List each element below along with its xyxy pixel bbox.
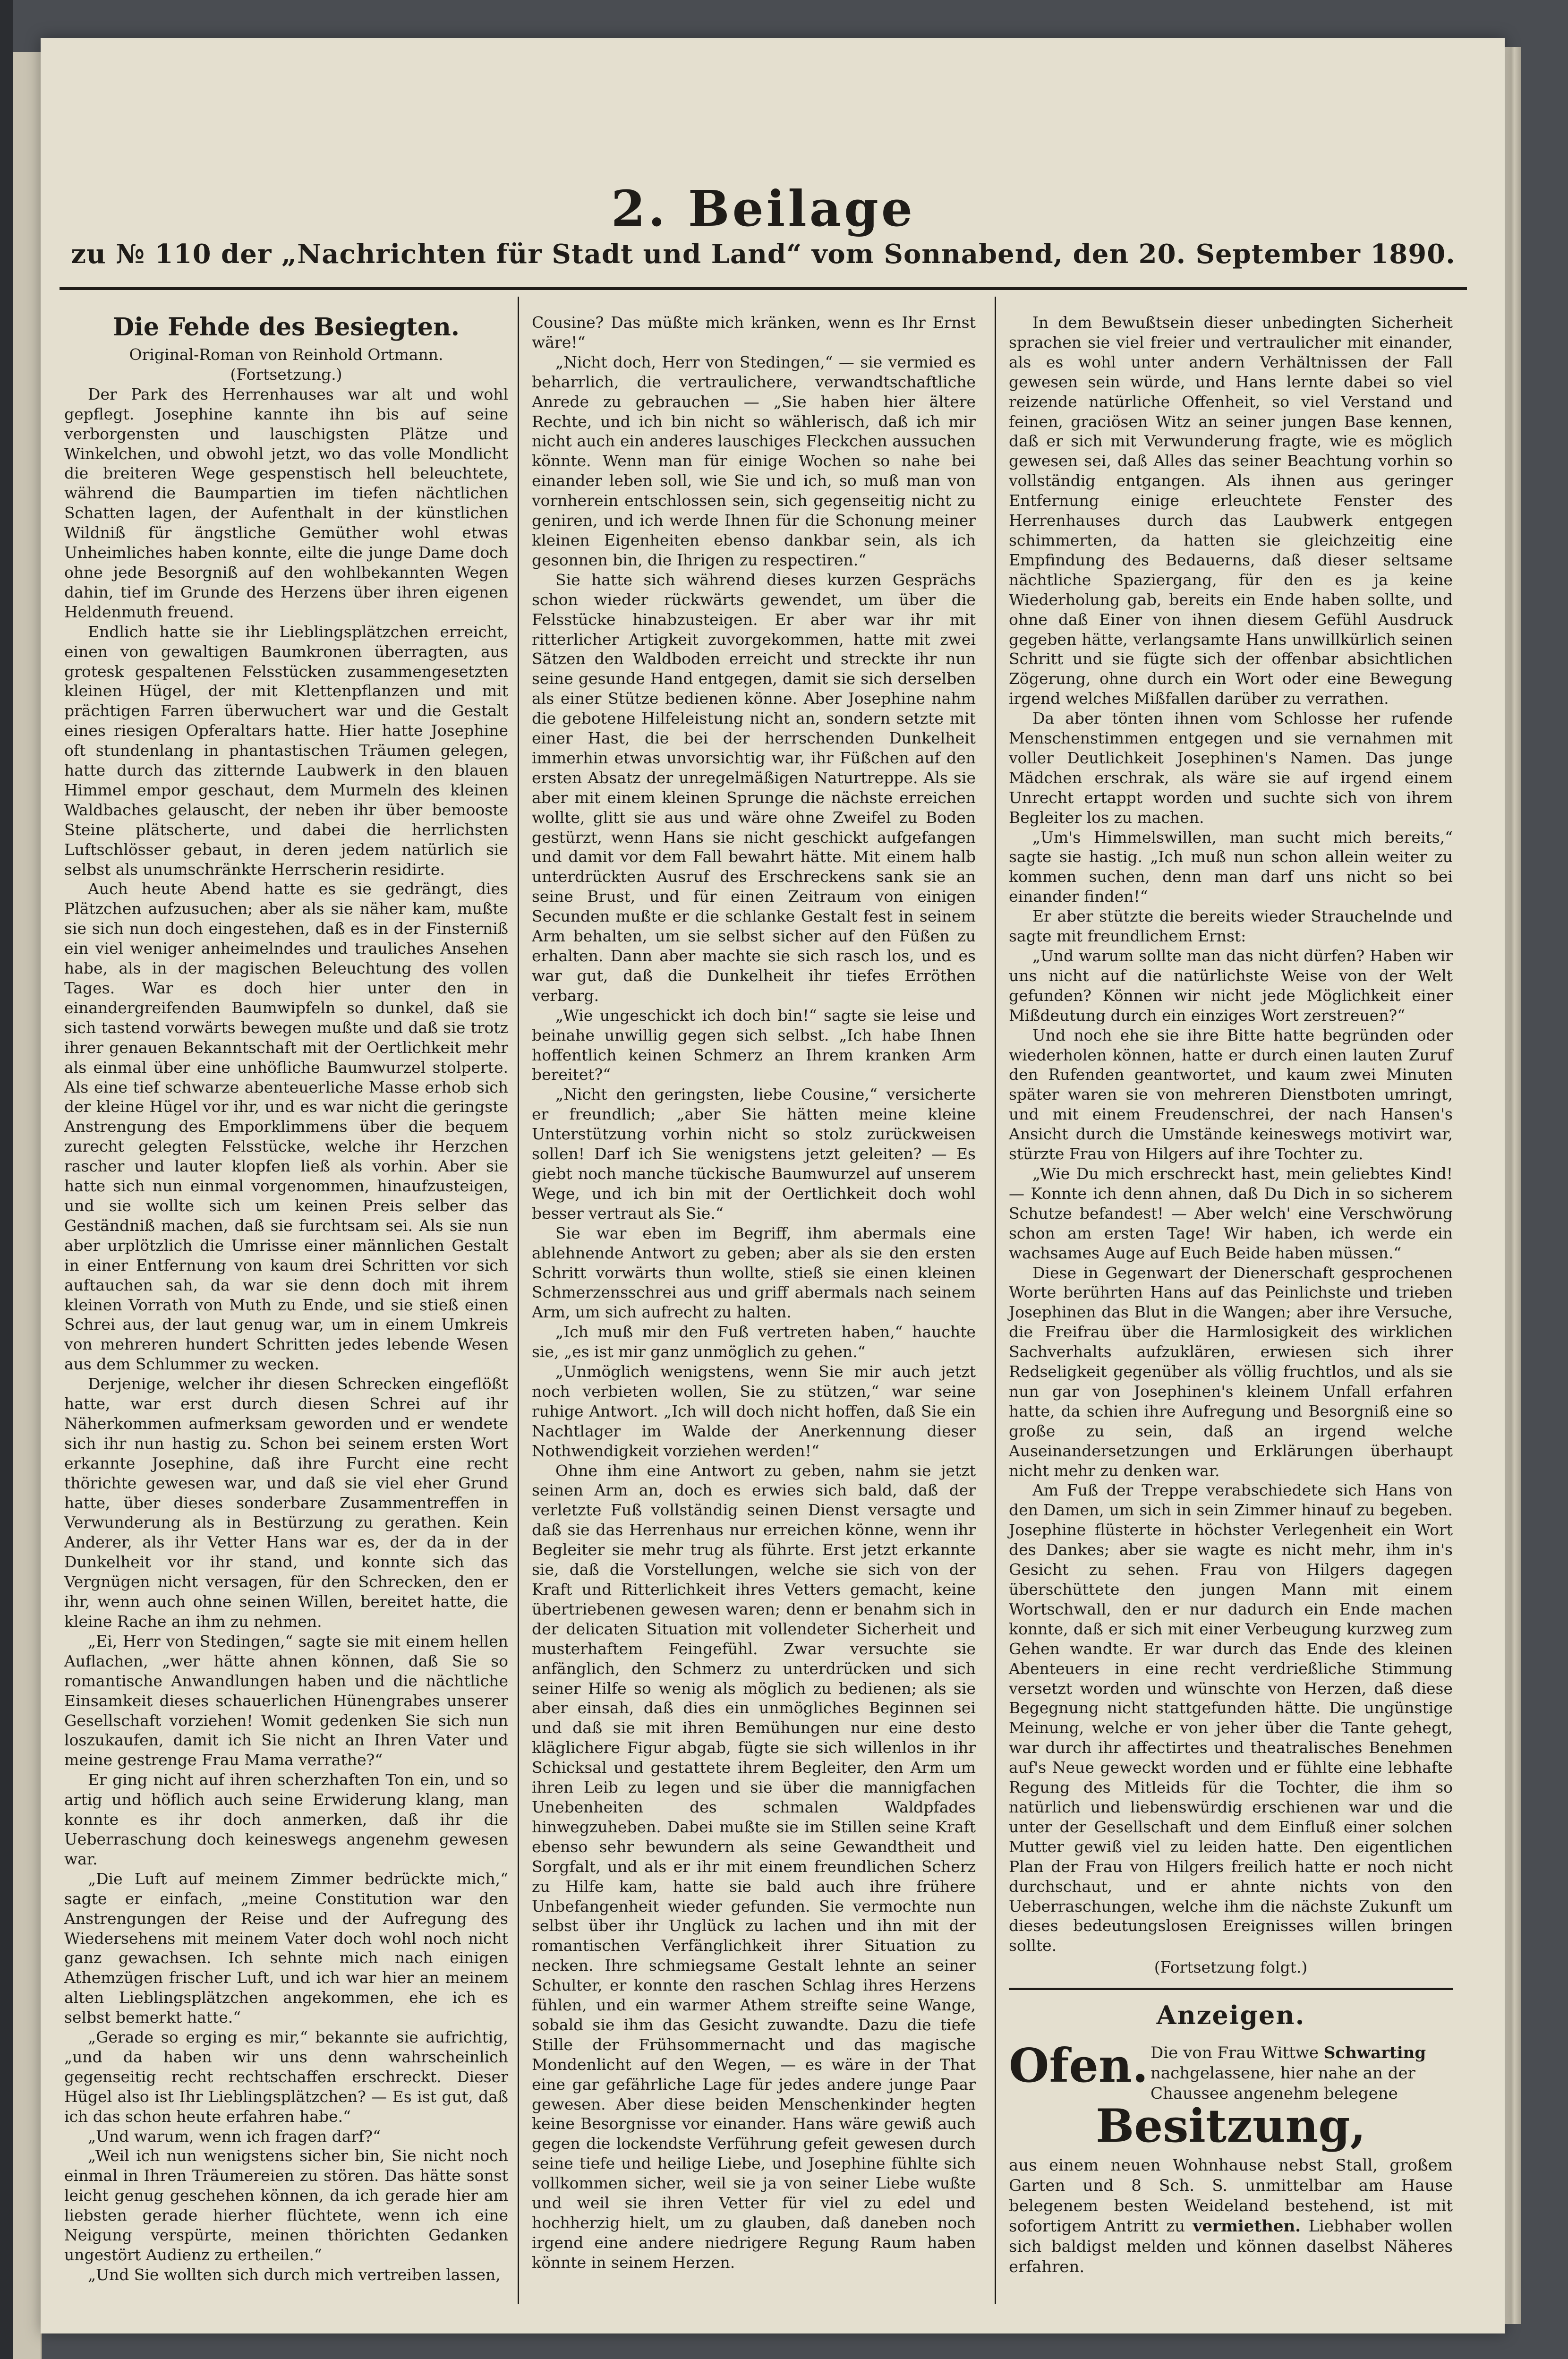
ad-body-2: Liebhaber wollen sich baldigst melden und können daselbst Näheres erfahren. — [1009, 2217, 1453, 2277]
paragraph: Diese in Gegenwart der Dienerschaft gesprochenen Worte berührten Hans auf das Peinlichste und trieben Josephinen das Blut in die Wangen; aber ihre Versuche, die Freifrau über die Harmlosigkeit des wirklichen Sachverhalts aufzuklären, erwiesen sich ihrer Redseligkeit gegenüber als völlig fruchtlos, und als sie nun gar von Josephinen's kleinem Unfall erfahren hatte, da schien ihre Aufregung und Besorgniß eine so große zu sein, daß an irgend welche Auseinandersetzungen und Erklärungen überhaupt nicht mehr zu denken war. — [1009, 1263, 1453, 1480]
paragraph: Er ging nicht auf ihren scherzhaften Ton ein, und so artig und höflich auch seine Erwiderung klang, man konnte es ihr doch anmerken, daß ihr die Ueberraschung doch keineswegs angenehm gewesen war. — [64, 1770, 508, 1868]
paragraph: Endlich hatte sie ihr Lieblingsplätzchen erreicht, einen von gewaltigen Baumkronen überragten, aus grotesk gespaltenen Felsstücken zusammengesetzten kleinen Hügel, der mit Klettenpflanzen und mit prächtigen Farren überwuchert war und die Gestalt eines riesigen Opferaltars hatte. Hier hatte Josephine oft stundenlang in phantastischen Träumen gelegen, hatte durch das zitternde Laubwerk in den blauen Himmel empor geschaut, dem Murmeln des kleinen Waldbaches gelauscht, der neben ihr über bemooste Steine plätscherte, und dabei die herrlichsten Luftschlösser gebaut, in deren jedem natürlich sie selbst als unumschränkte Herrscherin residirte. — [64, 622, 508, 879]
paragraph: „Und warum sollte man das nicht dürfen? Haben wir uns nicht auf die natürlichste Weise von der Welt gefunden? Können wir nicht jede Möglichkeit einer Mißdeutung durch ein einziges Wort zerstreuen?“ — [1009, 947, 1453, 1025]
paragraph: „Die Luft auf meinem Zimmer bedrückte mich,“ sagte er einfach, „meine Constitution war den Anstrengungen der Reise und der Aufregung des Wiedersehens mit meinem Vater doch wohl noch nicht ganz gewachsen. Ich sehnte mich nach einigen Athemzügen frischer Luft, und ich war hier an meinem alten Lieblingsplätzchen angekommen, ehe ich es selbst bemerkt hatte.“ — [64, 1869, 508, 2027]
article-title: Die Fehde des Besiegten. — [113, 313, 460, 342]
article-column-3 — [1009, 313, 1453, 2277]
masthead-rule — [60, 287, 1467, 290]
paragraph: Derjenige, welcher ihr diesen Schrecken eingeflößt hatte, war erst durch diesen Schrei auf ihr Näherkommen aufmerksam geworden und er wendete sich ihr nun hastig zu. Schon bei seinem ersten Wort erkannte Josephine, daß ihre Furcht eine recht thörichte gewesen war, und daß sie viel eher Grund hatte, über dieses sonderbare Zusammentreffen in Verwunderung als in Bestürzung zu gerathen. Kein Anderer, als ihr Vetter Hans war es, der da in der Dunkelheit vor ihr stand, und konnte sich das Vergnügen nicht versagen, für den Schrecken, den er ihr, wenn auch ohne seinen Willen, bereitet hatte, die kleine Rache an ihm zu nehmen. — [64, 1375, 508, 1631]
ad-ofen-text — [1150, 2043, 1453, 2104]
paragraph: „Um's Himmelswillen, man sucht mich bereits,“ sagte sie hastig. „Ich muß nun schon allein weiter zu kommen suchen, denn man darf uns nicht so bei einander finden!“ — [1009, 828, 1453, 906]
previous-page-edge — [13, 52, 42, 2359]
supplement-title: 2. Beilage — [611, 179, 916, 238]
ad-body — [1009, 2155, 1453, 2277]
paragraph: Da aber tönten ihnen vom Schlosse her rufende Menschenstimmen entgegen und sie vernahmen mit voller Deutlichkeit Josephinen's Namen. Das junge Mädchen erschrak, als wäre sie auf irgend einem Unrecht ertappt worden und suchte sich von ihrem Begleiter los zu machen. — [1009, 709, 1453, 827]
article-column-1 — [64, 313, 508, 2285]
book-page-edges — [1505, 47, 1521, 2324]
ads-header: Anzeigen. — [1156, 2000, 1305, 2031]
paragraph: „Unmöglich wenigstens, wenn Sie mir auch jetzt noch verbieten wollen, Sie zu stützen,“ war seine ruhige Antwort. „Ich will doch nicht hoffen, daß Sie ein Nachtlager im Walde der Anerkennung dieser Nothwendigkeit vorziehen werden!“ — [532, 1362, 976, 1460]
supplement-subtitle: zu № 110 der „Nachrichten für Stadt und Land“ vom Sonnabend, den 20. September 1890. — [71, 239, 1456, 270]
ad-ofen-name: Schwarting — [1323, 2043, 1426, 2063]
paragraph: Ohne ihm eine Antwort zu geben, nahm sie jetzt seinen Arm an, doch es erwies sich bald, daß der verletzte Fuß vollständig seinen Dienst versagte und daß sie das Herrenhaus nur erreichen könne, wenn ihr Begleiter sie mehr trug als führte. Erst jetzt erkannte sie, daß die Vorstellungen, welche sie sich von der Kraft und Ritterlichkeit ihres Vetters gemacht, keine übertriebenen gewesen waren; denn er benahm sich in der delicaten Situation mit vollendeter Sicherheit und musterhaftem Feingefühl. Zwar versuchte sie anfänglich, den Schmerz zu unterdrücken und sich seiner Hilfe so wenig als möglich zu bedienen; als sie aber einsah, daß dies ein unmögliches Beginnen sei und daß sie mit ihren Bemühungen nur eine desto kläglichere Figur abgab, fügte sie sich willenlos in ihr Schicksal und gestattete ihrem Begleiter, den Arm um ihren Leib zu legen und sie über die mannigfachen Unebenheiten des schmalen Waldpfades hinwegzuheben. Dabei mußte sie im Stillen seine Kraft ebenso sehr bewundern als seine Gewandtheit und Sorgfalt, und als er ihr mit einem freundlichen Scherz zu Hilfe kam, hatte sie bald auch ihre frühere Unbefangenheit wieder gefunden. Sie vermochte nun selbst über ihr Unglück zu lachen und ihn mit der romantischen Verfänglichkeit ihrer Situation zu necken. Ihre schmiegsame Gestalt lehnte an seiner Schulter, er konnte den raschen Schlag ihres Herzens fühlen, und ein warmer Athem streifte seine Wange, sobald sie ihm das Gesicht zuwandte. Dazu die tiefe Stille der Frühsommernacht und das magische Mondenlicht auf den Wegen, — es wäre in der That eine gar gefährliche Lage für jedes andere junge Paar gewesen. Aber diese beiden Menschenkinder hegten keine Besorgnisse vor einander. Hans wäre gewiß auch gegen die lockendste Verführung gefeit gewesen durch seine tiefe und heilige Liebe, und Josephine fühlte sich vollkommen sicher, weil sie ja von seiner Liebe wußte und weil sie ihren Vetter für viel zu edel und hochherzig hielt, um zu glauben, daß daneben noch irgend eine andere niedrigere Regung Raum haben könnte in seinem Herzen. — [532, 1461, 976, 2272]
ad-big-word: Besitzung, — [1096, 2099, 1366, 2153]
paragraph: „Weil ich nun wenigstens sicher bin, Sie nicht noch einmal in Ihren Träumereien zu stören. Das hätte sonst leicht genug geschehen können, da ich gerade hier am liebsten gerade hierher flüchtete, wenn ich eine Neigung verspürte, meinen thörichten Gedanken ungestört Audienz zu ertheilen.“ — [64, 2146, 508, 2264]
paragraph: „Wie Du mich erschreckt hast, mein geliebtes Kind! — Konnte ich denn ahnen, daß Du Dich in so sicherem Schutze befandest! — Aber welch' eine Verschwörung schon am ersten Tage! Wir haben, ich werde ein wachsames Auge auf Euch Beide haben müssen.“ — [1009, 1164, 1453, 1262]
column-divider-1 — [518, 297, 519, 2304]
article-column-2 — [532, 313, 976, 2273]
paragraph: „Nicht den geringsten, liebe Cousine,“ versicherte er freundlich; „aber Sie hätten meine kleine Unterstützung vorhin nicht so stolz zurückweisen sollen! Darf ich Sie wenigstens jetzt geleiten? — Es giebt noch manche tückische Baumwurzel auf unserem Wege, und ich bin mit der Oertlichkeit doch wohl besser vertraut als Sie.“ — [532, 1085, 976, 1222]
paragraph: „Und Sie wollten sich durch mich vertreiben lassen, — [88, 2265, 501, 2284]
ad-ofen-text-2: nachgelassene, hier nahe an der Chaussee angenehm belegene — [1150, 2064, 1415, 2103]
paragraph: „Wie ungeschickt ich doch bin!“ sagte sie leise und beinahe unwillig gegen sich selbst. „Ich habe Ihnen hoffentlich keinen Schmerz an Ihrem kranken Arm bereitet?“ — [532, 1006, 976, 1084]
ad-ofen — [1009, 2039, 1453, 2103]
newspaper-page — [41, 38, 1505, 2333]
ad-ofen-text-1: Die von Frau Wittwe — [1150, 2043, 1319, 2063]
paragraph: „Ei, Herr von Stedingen,“ sagte sie mit einem hellen Auflachen, „wer hätte ahnen können, daß Sie so romantische Anwandlungen haben und die nächtliche Einsamkeit dieses schauerlichen Hünengrabes unserer Gesellschaft vorziehen! Womit gedenken Sie sich nun loszukaufen, damit ich Sie nicht an Ihren Vater und meine gestrenge Frau Mama verrathe?“ — [64, 1632, 508, 1769]
ad-body-1: aus einem neuen Wohnhause nebst Stall, großem Garten und 8 Sch. S. unmittelbar am Hause belegenem besten Weideland bestehend, ist mit sofortigem Antritt zu — [1009, 2156, 1453, 2236]
scanner-edge — [0, 0, 13, 2359]
paragraph: Am Fuß der Treppe verabschiedete sich Hans von den Damen, um sich in sein Zimmer hinauf zu begeben. Josephine flüsterte in höchster Verlegenheit ein Wort des Dankes; aber sie wagte es nicht mehr, ihm in's Gesicht zu sehen. Frau von Hilgers dagegen überschüttete den jungen Mann mit einem Wortschwall, den er nur dadurch ein Ende machen konnte, daß er sich mit einer Verbeugung kurzweg zum Gehen wandte. Er war durch das Ende des kleinen Abenteuers in eine recht verdrießliche Stimmung versetzt worden und wünschte von Herzen, daß diese Begegnung nicht stattgefunden hätte. Die ungünstige Meinung, welche er von jeher über die Tante gehegt, war durch ihr affectirtes und theatralisches Benehmen auf's Neue geweckt worden und er fühlte eine lebhafte Regung des Mitleids für die Tochter, die ihm so natürlich und liebenswürdig erschienen war und die unter der Gesellschaft und dem Einfluß einer solchen Mutter gewiß viel zu leiden hatte. Den eigentlichen Plan der Frau von Hilgers freilich hatte er noch nicht durchschaut, und er ahnte nichts von den Ueberraschungen, welche ihm die nächste Zukunft um dieses bedeutungslosen Ereignisses willen bringen sollte. — [1009, 1481, 1453, 1955]
ad-body-strong: vermiethen. — [1193, 2217, 1301, 2236]
paragraph: Und noch ehe sie ihre Bitte hatte begründen oder wiederholen können, hatte er durch einen lauten Zuruf den Rufenden geantwortet, und kaum zwei Minuten später waren sie von mehreren Dienstboten umringt, und mit einem Freudenschrei, der nach Hansen's Ansicht durch die Umstände keineswegs motivirt war, stürzte Frau von Hilgers auf ihre Tochter zu. — [1009, 1026, 1453, 1163]
column-divider-2 — [995, 297, 996, 2304]
continued-note: (Fortsetzung folgt.) — [1154, 1958, 1308, 1977]
paragraph: „Nicht doch, Herr von Stedingen,“ — sie vermied es beharrlich, die vertraulichere, verwandtschaftliche Anrede zu gebrauchen — „Sie haben hier ältere Rechte, und ich bin nicht so wählerisch, daß ich mir nicht auch ein anderes lauschiges Fleckchen aussuchen könnte. Wenn man für einige Wochen so nahe bei einander leben soll, wie Sie und ich, so muß man von vornherein entschlossen sein, sich gegenseitig nicht zu geniren, und ich werde Ihnen für die Schonung meiner kleinen Eigenheiten ebenso dankbar sein, als ich gesonnen bin, die Ihrigen zu respectiren.“ — [532, 352, 976, 569]
article-continuation: (Fortsetzung.) — [230, 365, 342, 384]
paragraph: Auch heute Abend hatte es sie gedrängt, dies Plätzchen aufzusuchen; aber als sie näher kam, mußte sie sich nun doch eingestehen, daß es in der Finsterniß ein viel weniger anheimelndes und trauliches Ansehen habe, als in der magischen Beleuchtung des vollen Tages. War es doch hier unter den in einandergreifenden Baumwipfeln so dunkel, daß sie sich tastend vorwärts bewegen mußte und daß sie trotz ihrer genauen Bekanntschaft mit der Oertlichkeit mehr als einmal über eine unhöfliche Baumwurzel stolperte. Als eine tief schwarze abenteuerliche Masse erhob sich der kleine Hügel vor ihr, und es war nicht die geringste Anstrengung des Emporklimmens über die bequem zurecht gelegten Felsstücke, welche ihr Herzchen rascher und lauter klopfen ließ als vorhin. Aber sie hatte sich nun einmal vorgenommen, hinaufzusteigen, und sie wollte sich um keinen Preis selber das Geständniß machen, daß sie furchtsam sei. Als sie nun aber urplötzlich die Umrisse einer männlichen Gestalt in einer Entfernung von kaum drei Schritten vor sich auftauchen sah, da war sie denn doch mit ihrem kleinen Vorrath von Muth zu Ende, und sie stieß einen Schrei aus, der laut genug war, um in einem Umkreis von mehreren hundert Schritten jedes lebende Wesen aus dem Schlummer zu wecken. — [64, 880, 508, 1374]
ads-rule — [1009, 1988, 1453, 1990]
paragraph: Der Park des Herrenhauses war alt und wohl gepflegt. Josephine kannte ihn bis auf seine verborgensten und lauschigsten Plätze und Winkelchen, und obwohl jetzt, wo das volle Mondlicht die breiteren Wege gespenstisch hell beleuchtete, während die Baumpartien im tiefen nächtlichen Schatten lagen, der Aufenthalt in der künstlichen Wildniß für ängstliche Gemüther wohl etwas Unheimliches haben konnte, eilte die junge Dame doch ohne jede Besorgniß auf den wohlbekannten Wegen dahin, tief im Grunde des Herzens über ihren eigenen Heldenmuth freuend. — [64, 385, 508, 621]
paragraph: Er aber stützte die bereits wieder Strauchelnde und sagte mit freundlichem Ernst: — [1009, 907, 1453, 946]
article-byline: Original-Roman von Reinhold Ortmann. — [129, 345, 443, 364]
paragraph: Sie hatte sich während dieses kurzen Gesprächs schon wieder rückwärts gewendet, um über die Felsstücke hinabzusteigen. Er aber war ihr mit ritterlicher Artigkeit zuvorgekommen, hatte mit zwei Sätzen den Waldboden erreicht und streckte ihr nun seine gesunde Hand entgegen, damit sie sich derselben als einer Stütze bedienen könne. Aber Josephine nahm die gebotene Hilfeleistung nicht an, sondern setzte mit einer Hast, die bei der herrschenden Dunkelheit immerhin etwas unvorsichtig war, ihr Füßchen auf den ersten Absatz der unregelmäßigen Naturtreppe. Als sie aber mit einem kleinen Sprunge die nächste erreichen wollte, glitt sie aus und wäre ohne Zweifel zu Boden gestürzt, wenn Hans sie nicht geschickt aufgefangen und damit vor dem Fall bewahrt hätte. Mit einem halb unterdrückten Ausruf des Erschreckens sank sie an seine Brust, und für einen Zeitraum von einigen Secunden mußte er die schlanke Gestalt fest in seinem Arm behalten, um sie selbst sicher auf den Füßen zu erhalten. Dann aber machte sie sich rasch los, und es war gut, daß die Dunkelheit ihr tiefes Erröthen verbarg. — [532, 570, 976, 1005]
paragraph: „Und warum, wenn ich fragen darf?“ — [88, 2127, 381, 2145]
paragraph: Sie war eben im Begriff, ihm abermals eine ablehnende Antwort zu geben; aber als sie den ersten Schritt vorwärts thun wollte, stieß sie einen kleinen Schmerzensschrei aus und griff abermals nach seinem Arm, um sich aufrecht zu halten. — [532, 1223, 976, 1322]
paragraph: „Gerade so erging es mir,“ bekannte sie aufrichtig, „und da haben wir uns denn wahrscheinlich gegenseitig recht rechtschaffen erschreckt. Dieser Hügel also ist Ihr Lieblingsplätzchen? — Es ist gut, daß ich das schon heute erfahren habe.“ — [64, 2028, 508, 2126]
paragraph: In dem Bewußtsein dieser unbedingten Sicherheit sprachen sie viel freier und vertraulicher mit einander, als es wohl unter andern Verhältnissen der Fall gewesen sein würde, und Hans lernte dabei so viel reizende natürliche Offenheit, so viel Verstand und feinen, graciösen Witz an seiner jungen Base kennen, daß er sich mit Verwunderung fragte, wie es möglich gewesen sei, daß Alles das seiner Beachtung vorhin so vollständig entgangen. Als ihnen aus geringer Entfernung einige erleuchtete Fenster des Herrenhauses durch das Laubwerk entgegen schimmerten, da hatten sie gleichzeitig eine Empfindung des Bedauerns, daß dieser seltsame nächtliche Spaziergang, für den es ja keine Wiederholung gab, bereits ein Ende haben sollte, und ohne daß Einer von ihnen diesem Gefühl Ausdruck gegeben hätte, verlangsamte Hans unwillkürlich seinen Schritt und sie fügte sich der offenbar absichtlichen Zögerung, ohne durch ein Wort oder eine Bewegung irgend welches Mißfallen darüber zu verrathen. — [1009, 313, 1453, 708]
paragraph: „Ich muß mir den Fuß vertreten haben,“ hauchte sie, „es ist mir ganz unmöglich zu gehen.“ — [532, 1323, 976, 1361]
paragraph: Cousine? Das müßte mich kränken, wenn es Ihr Ernst wäre!“ — [532, 313, 976, 351]
page-content — [60, 137, 1467, 2291]
ad-ofen-word: Ofen. — [1009, 2039, 1149, 2094]
